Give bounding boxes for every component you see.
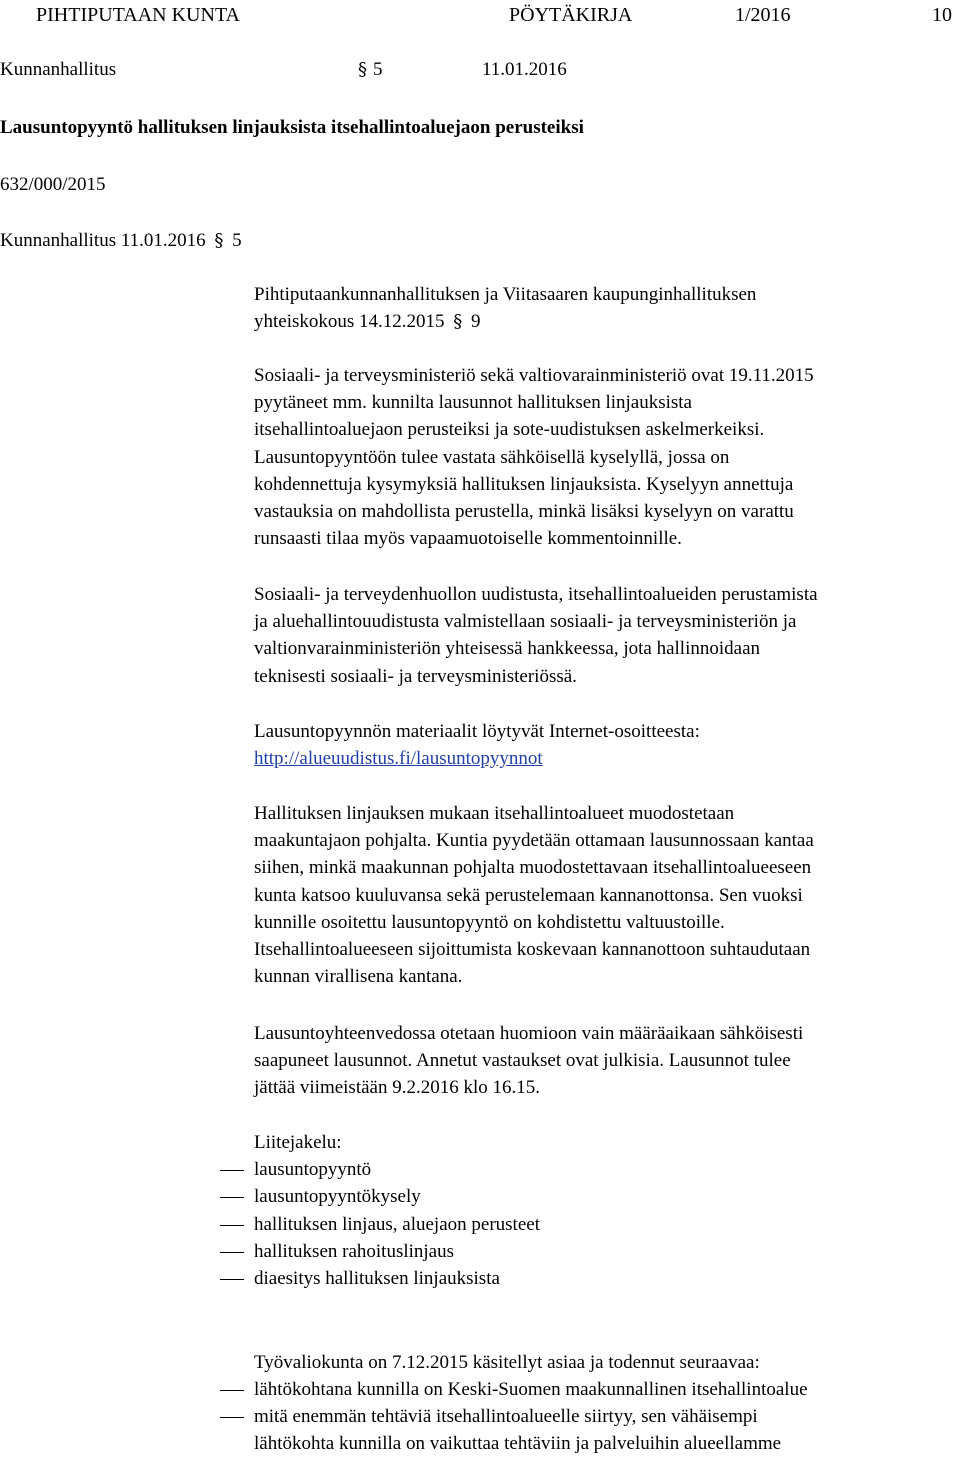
prep-line-text: yhteiskokous 14.12.2015 <box>254 311 445 333</box>
paragraph-line: Itsehallintoalueeseen sijoittumista koskevaan kannanottoon suhtaudutaan <box>254 939 811 961</box>
paragraph-line: ja aluehallintouudistusta valmistellaan sosiaali- ja terveysministeriön ja <box>254 611 797 633</box>
history-reference <box>0 227 242 254</box>
paragraph-line: valtionvarainministeriön yhteisessä hankkeessa, jota hallinnoidaan <box>254 638 761 660</box>
section-sign: § <box>358 59 367 80</box>
record-number: 632/000/2015 <box>0 174 106 195</box>
materials-block <box>254 718 954 772</box>
header-page-number: 10 <box>932 4 952 26</box>
paragraph-line: runsaasti tilaa myös vapaamuotoiselle kommentoinnille. <box>254 528 682 550</box>
history-section-sign: § <box>214 230 224 251</box>
prep-section-number: 9 <box>471 311 481 333</box>
page-title: Lausuntopyyntö hallituksen linjauksista itsehallintoaluejaon perusteiksi <box>0 117 584 138</box>
paragraph-line: Lausuntopyyntöön tulee vastata sähköisellä kyselyllä, jossa on <box>254 446 730 468</box>
committee-heading: Työvaliokunta on 7.12.2015 käsitellyt asiaa ja todennut seuraavaa: <box>254 1352 760 1373</box>
paragraph-line: maakuntajaon pohjalta. Kuntia pyydetään ottamaan lausunnossaan kantaa <box>254 830 814 852</box>
committee-item: mitä enemmän tehtäviä itsehallintoalueelle siirtyy, sen vähäisempi <box>254 1406 758 1427</box>
paragraph-line: Hallituksen linjauksen mukaan itsehallintoalueet muodostetaan <box>254 803 735 824</box>
history-section-number: 5 <box>232 230 242 251</box>
paragraph-line: itsehallintoaluejaon perusteiksi ja sote-uudistuksen askelmerkeiksi. <box>254 419 765 441</box>
materials-link[interactable]: http://alueuudistus.fi/lausuntopyynnot <box>254 748 543 770</box>
header-municipality: PIHTIPUTAAN KUNTA <box>36 4 241 26</box>
committee-item: lähtökohtana kunnilla on Keski-Suomen maakunnallinen itsehallintoalue <box>254 1379 808 1400</box>
paragraph-line: jättää viimeistään 9.2.2016 klo 16.15. <box>254 1077 541 1099</box>
header-doc-type: PÖYTÄKIRJA <box>509 4 633 26</box>
attachment-item: lausuntopyyntö <box>254 1159 372 1180</box>
paragraph-request <box>254 362 954 552</box>
prep-section-sign: § <box>453 311 463 333</box>
paragraph-line: siihen, minkä maakunnan pohjalta muodostettavaan itsehallintoalueeseen <box>254 857 812 879</box>
list-dash <box>220 1417 244 1418</box>
paragraph-line: kunnan virallisena kantana. <box>254 966 463 988</box>
paragraph-line: saapuneet lausunnot. Annetut vastaukset ovat julkisia. Lausunnot tulee <box>254 1050 791 1072</box>
list-dash <box>220 1252 244 1253</box>
list-dash <box>220 1390 244 1391</box>
paragraph-reform <box>254 581 954 690</box>
attachment-item: lausuntopyyntökysely <box>254 1186 421 1207</box>
list-dash <box>220 1225 244 1226</box>
paragraph-line: vastauksia on mahdollista perustella, minkä lisäksi kyselyyn on varattu <box>254 501 794 523</box>
paragraph-line: Sosiaali- ja terveydenhuollon uudistusta, itsehallintoalueiden perustamista <box>254 584 818 605</box>
paragraph-guidelines <box>254 800 954 990</box>
header-issue: 1/2016 <box>735 4 791 26</box>
prep-line <box>254 308 954 335</box>
meeting-body: Kunnanhallitus <box>0 59 117 80</box>
attachment-item: hallituksen rahoituslinjaus <box>254 1241 455 1262</box>
paragraph-line: kunnille osoitettu lausuntopyyntö on kohdistettu valtuustoille. <box>254 911 725 933</box>
paragraph-line: Sosiaali- ja terveysministeriö sekä valtiovarainministeriö ovat 19.11.2015 <box>254 365 814 386</box>
paragraph-line: pyytäneet mm. kunnilta lausunnot hallituksen linjauksista <box>254 392 692 414</box>
paragraph-deadline <box>254 1020 954 1102</box>
meeting-section-number: 5 <box>373 59 383 80</box>
materials-text: Lausuntopyynnön materiaalit löytyvät Internet-osoitteesta: <box>254 721 700 742</box>
prep-line: Pihtiputaankunnanhallituksen ja Viitasaaren kaupunginhallituksen <box>254 284 757 305</box>
list-dash <box>220 1170 244 1171</box>
attachment-item: diaesitys hallituksen linjauksista <box>254 1268 500 1289</box>
paragraph-line: Lausuntoyhteenvedossa otetaan huomioon vain määräaikaan sähköisesti <box>254 1023 804 1044</box>
meeting-date: 11.01.2016 <box>482 59 567 80</box>
prep-reference <box>254 281 954 335</box>
paragraph-line: teknisesti sosiaali- ja terveysministeriössä. <box>254 665 577 687</box>
paragraph-line: kohdennettuja kysymyksiä hallituksen linjauksista. Kyselyyn annettuja <box>254 473 794 495</box>
list-dash <box>220 1197 244 1198</box>
committee-item-continuation: lähtökohta kunnilla on vaikuttaa tehtäviin ja palveluihin alueellamme <box>254 1433 782 1454</box>
history-reference-text: Kunnanhallitus 11.01.2016 <box>0 230 206 251</box>
paragraph-line: kunta katsoo kuuluvansa sekä perustelemaan kannanottonsa. Sen vuoksi <box>254 884 803 906</box>
attachment-item: hallituksen linjaus, aluejaon perusteet <box>254 1214 540 1235</box>
list-dash <box>220 1279 244 1280</box>
attachments-heading: Liitejakelu: <box>254 1132 342 1153</box>
